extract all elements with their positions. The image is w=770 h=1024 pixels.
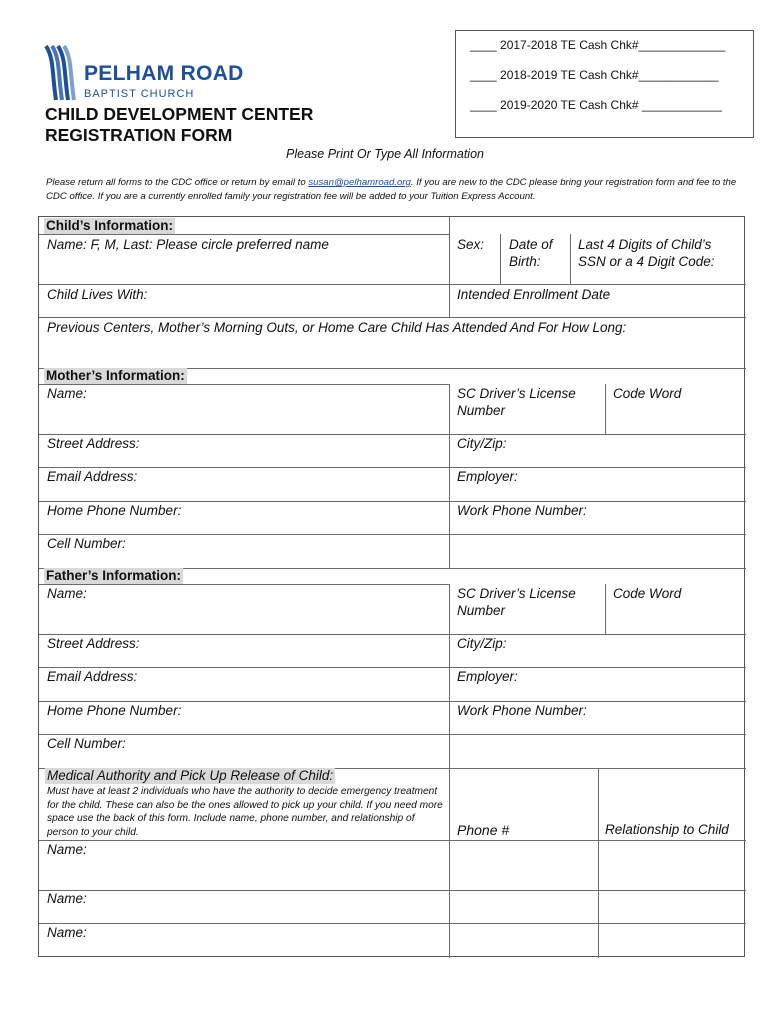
instructions-text-1: Please return all forms to the CDC office or return by email to [46,177,309,188]
father-info-header: Father’s Information: [46,568,182,583]
church-logo-icon [42,44,86,104]
mother-employer-label[interactable]: Employer: [457,469,518,484]
father-city-label[interactable]: City/Zip: [457,636,507,651]
instructions-text-2: . If you are new to the CDC please bring your registration form and fee to the CDC office. If you are a currently enrolled family your registration fee will be added to your Tuition Express Account. [46,177,737,202]
medical-name-1-label[interactable]: Name: [47,842,87,857]
father-work-phone-label[interactable]: Work Phone Number: [457,703,587,718]
father-employer-label[interactable]: Employer: [457,669,518,684]
form-title-line2: REGISTRATION FORM [45,125,233,145]
form-title [45,104,313,146]
child-info-header: Child’s Information: [46,218,173,233]
child-ssn-label[interactable] [578,236,715,270]
child-dob-label[interactable] [509,236,553,270]
church-subname: BAPTIST CHURCH [84,88,195,100]
medical-name-2-label[interactable]: Name: [47,891,87,906]
child-dob-label-line2: Birth: [509,254,541,269]
mother-home-phone-label[interactable]: Home Phone Number: [47,503,182,518]
registration-form-table [38,216,745,957]
payment-line-2017[interactable]: ____ 2017-2018 TE Cash Chk#_____________ [470,38,726,52]
medical-authority-note: Must have at least 2 individuals who have the authority to decide emergency treatment for the child. These can also be the ones allowed to pick up your child. If you need more space use the back of this form. Include name, phone number, and relationship of person to your child. [47,786,443,838]
payment-line-2019[interactable]: ____ 2019-2020 TE Cash Chk# ____________ [470,98,722,112]
instructions [46,176,746,204]
mother-license-label-line2: Number [457,403,506,418]
form-title-line1: CHILD DEVELOPMENT CENTER [45,104,314,124]
father-code-word-label[interactable]: Code Word [613,586,682,601]
mother-work-phone-label[interactable]: Work Phone Number: [457,503,587,518]
father-license-label-line2: Number [457,603,506,618]
father-name-label[interactable]: Name: [47,586,87,601]
mother-cell-label[interactable]: Cell Number: [47,536,126,551]
father-home-phone-label[interactable]: Home Phone Number: [47,703,182,718]
mother-info-header: Mother’s Information: [46,368,185,383]
enrollment-date-label[interactable]: Intended Enrollment Date [457,287,611,302]
child-lives-with-label[interactable]: Child Lives With: [47,287,148,302]
child-sex-label[interactable]: Sex: [457,237,485,252]
father-email-label[interactable]: Email Address: [47,669,138,684]
father-cell-label[interactable]: Cell Number: [47,736,126,751]
previous-centers-label[interactable]: Previous Centers, Mother’s Morning Outs, or Home Care Child Has Attended And For How Long: [47,320,627,335]
mother-name-label[interactable]: Name: [47,386,87,401]
mother-license-label-line1: SC Driver’s License [457,386,576,401]
father-street-label[interactable]: Street Address: [47,636,140,651]
medical-authority-header: Medical Authority and Pick Up Release of Child: [47,768,334,783]
medical-phone-header: Phone # [457,822,510,838]
mother-email-label[interactable]: Email Address: [47,469,138,484]
father-license-label[interactable] [457,585,576,619]
mother-street-label[interactable]: Street Address: [47,436,140,451]
father-license-label-line1: SC Driver’s License [457,586,576,601]
church-name: PELHAM ROAD [84,62,244,85]
mother-code-word-label[interactable]: Code Word [613,386,682,401]
medical-name-3-label[interactable]: Name: [47,925,87,940]
form-subtitle: Please Print Or Type All Information [286,147,484,161]
email-link[interactable]: susan@pelhamroad.org [308,177,411,188]
child-ssn-label-line1: Last 4 Digits of Child’s [578,237,712,252]
child-dob-label-line1: Date of [509,237,553,252]
payment-box [455,30,754,138]
mother-license-label[interactable] [457,385,576,419]
church-logo [42,44,242,106]
mother-city-label[interactable]: City/Zip: [457,436,507,451]
child-name-label[interactable]: Name: F, M, Last: Please circle preferred name [47,237,329,252]
medical-relationship-header: Relationship to Child [605,822,729,837]
child-ssn-label-line2: SSN or a 4 Digit Code: [578,254,715,269]
payment-line-2018[interactable]: ____ 2018-2019 TE Cash Chk#____________ [470,68,719,82]
